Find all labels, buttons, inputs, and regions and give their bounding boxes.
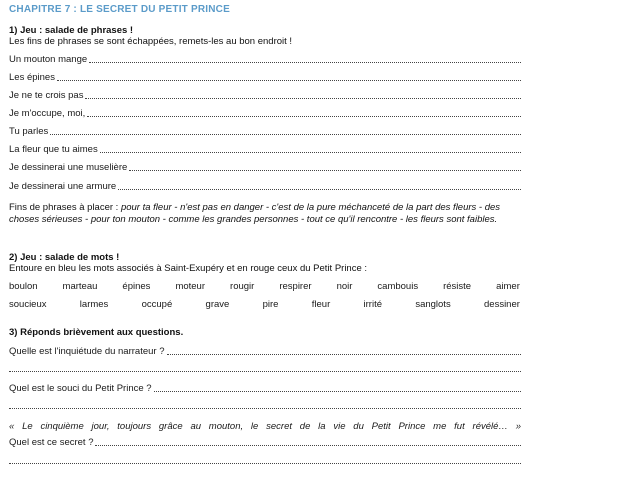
section1-heading: 1) Jeu : salade de phrases ! <box>9 25 134 36</box>
answer-dots[interactable] <box>87 108 521 117</box>
answer-dots[interactable] <box>57 72 521 81</box>
phrase-start: Un mouton mange <box>9 54 88 65</box>
word-item[interactable]: boulon <box>9 281 38 292</box>
phrase-line[interactable] <box>9 143 521 155</box>
word-item[interactable]: irrité <box>363 299 383 310</box>
word-item[interactable]: résiste <box>443 281 472 292</box>
phrase-line[interactable] <box>9 53 521 65</box>
phrase-line[interactable] <box>9 107 521 119</box>
section1-instruction: Les fins de phrases se sont échappées, remets-les au bon endroit ! <box>9 36 293 47</box>
section3-heading: 3) Réponds brièvement aux questions. <box>9 327 184 338</box>
phrase-start: Les épines <box>9 72 55 83</box>
word-row-2 <box>9 299 520 310</box>
phrase-line[interactable] <box>9 161 521 173</box>
answer-dots[interactable] <box>95 437 521 446</box>
word-item[interactable]: pire <box>262 299 279 310</box>
word-item[interactable]: noir <box>336 281 353 292</box>
phrase-start: La fleur que tu aimes <box>9 144 98 155</box>
chapter-title: CHAPITRE 7 : LE SECRET DU PETIT PRINCE <box>9 4 230 15</box>
endings-lead: Fins de phrases à placer : <box>9 202 121 213</box>
answer-line[interactable] <box>9 462 521 464</box>
sentence-endings <box>9 202 521 225</box>
word-item[interactable]: marteau <box>62 281 98 292</box>
phrase-line[interactable] <box>9 89 521 101</box>
answer-dots[interactable] <box>85 90 521 99</box>
answer-dots[interactable] <box>100 144 521 153</box>
question-text: Quel est le souci du Petit Prince ? <box>9 383 152 394</box>
word-item[interactable]: respirer <box>279 281 312 292</box>
book-quote: « Le cinquième jour, toujours grâce au mouton, le secret de la vie du Petit Prince me fut révélé… » <box>9 421 521 432</box>
word-item[interactable]: soucieux <box>9 299 47 310</box>
word-item[interactable]: sanglots <box>415 299 451 310</box>
word-item[interactable]: occupé <box>141 299 173 310</box>
answer-dots[interactable] <box>50 126 521 135</box>
phrase-start: Je dessinerai une armure <box>9 181 117 192</box>
section2-heading: 2) Jeu : salade de mots ! <box>9 252 120 263</box>
answer-dots[interactable] <box>129 162 521 171</box>
word-item[interactable]: cambouis <box>377 281 419 292</box>
question-line[interactable] <box>9 345 521 357</box>
phrase-start: Tu parles <box>9 126 49 137</box>
answer-dots[interactable] <box>154 383 521 392</box>
phrase-start: Je dessinerai une muselière <box>9 162 128 173</box>
phrase-line[interactable] <box>9 71 521 83</box>
word-item[interactable]: rougir <box>230 281 255 292</box>
answer-dots[interactable] <box>118 181 521 190</box>
section2-instruction: Entoure en bleu les mots associés à Saint-Exupéry et en rouge ceux du Petit Prince : <box>9 263 368 274</box>
question-text: Quelle est l'inquiétude du narrateur ? <box>9 346 165 357</box>
word-item[interactable]: fleur <box>311 299 331 310</box>
answer-dots[interactable] <box>89 54 521 63</box>
endings-list: pour ta fleur - n'est pas en danger - c'est de la pure méchanceté de la part des fleurs - des choses sérieuses - pour ton mouton - comme les grandes personnes - tout ce qu'il rencontre - les fleurs sont faibles. <box>9 202 501 225</box>
phrase-line[interactable] <box>9 125 521 137</box>
word-item[interactable]: dessiner <box>484 299 520 310</box>
word-row-1 <box>9 281 520 292</box>
question-line[interactable] <box>9 436 521 448</box>
phrase-start: Je m'occupe, moi, <box>9 108 86 119</box>
phrase-start: Je ne te crois pas <box>9 90 84 101</box>
word-item[interactable]: épines <box>122 281 151 292</box>
word-item[interactable]: grave <box>205 299 230 310</box>
word-item[interactable]: larmes <box>79 299 109 310</box>
question-text: Quel est ce secret ? <box>9 437 94 448</box>
answer-line[interactable] <box>9 370 521 372</box>
answer-dots[interactable] <box>167 346 522 355</box>
answer-line[interactable] <box>9 407 521 409</box>
question-line[interactable] <box>9 382 521 394</box>
word-item[interactable]: moteur <box>175 281 206 292</box>
word-item[interactable]: aimer <box>496 281 520 292</box>
phrase-line[interactable] <box>9 180 521 192</box>
